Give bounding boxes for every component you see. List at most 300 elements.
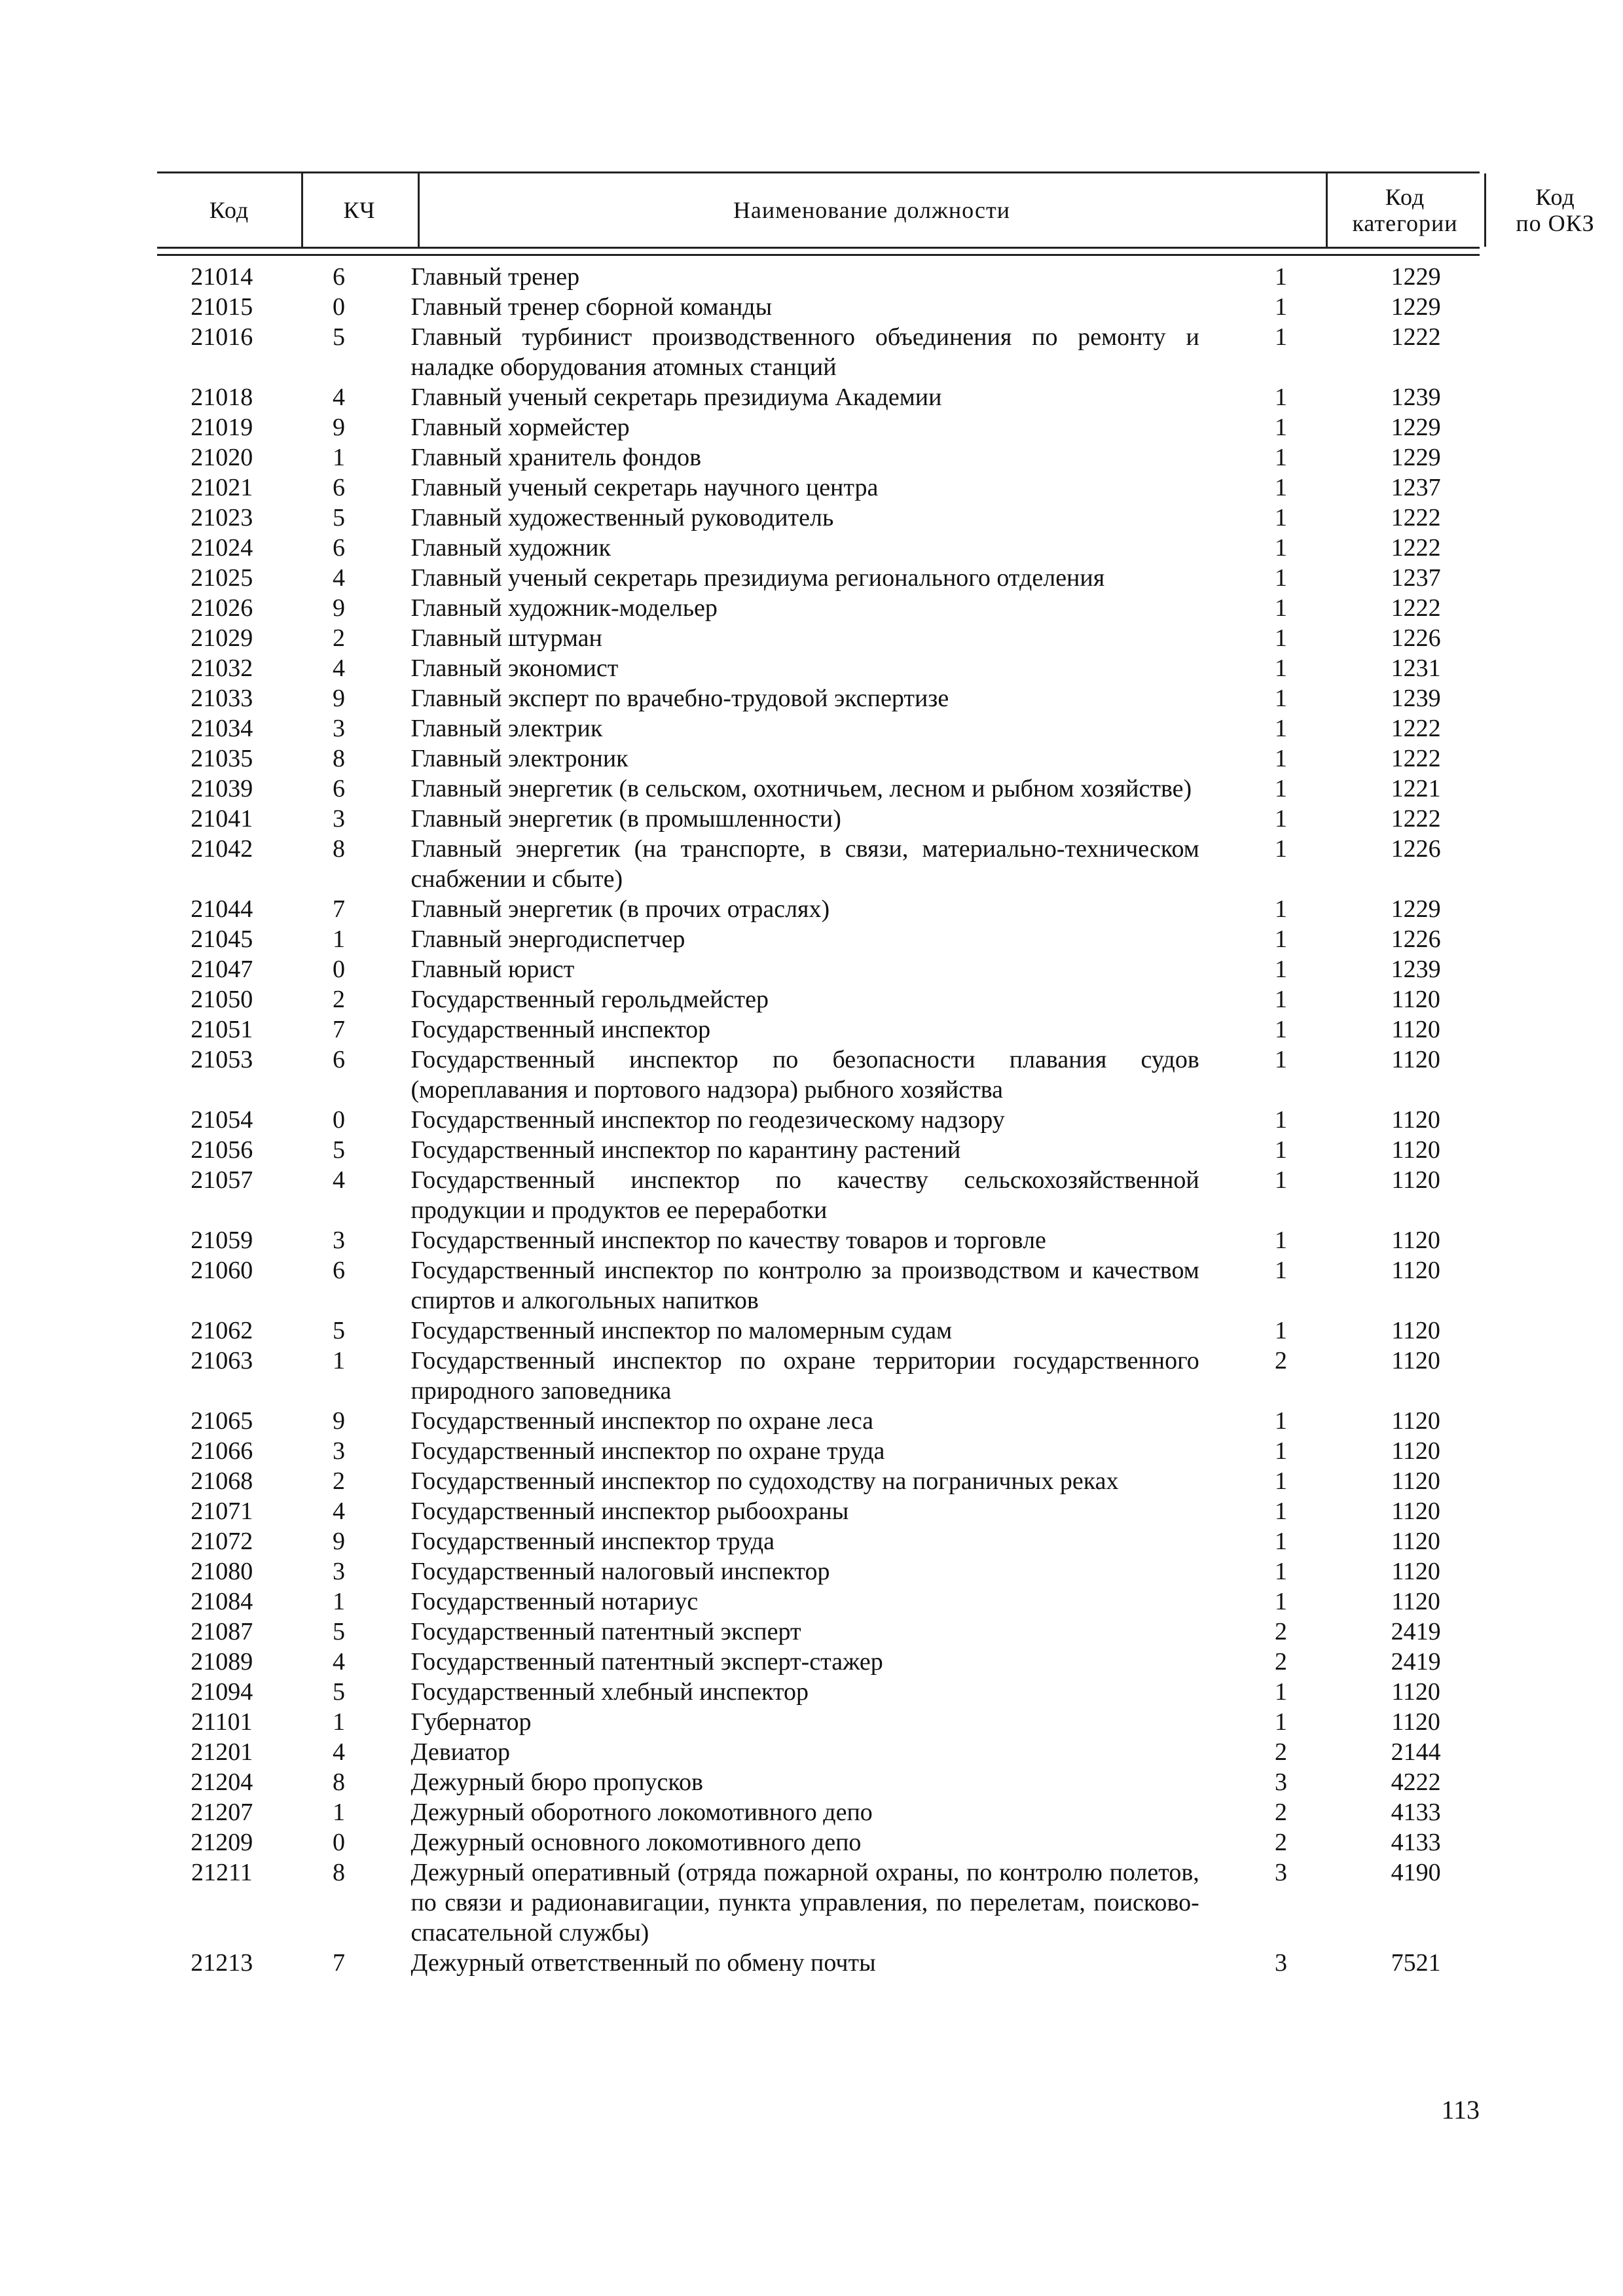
row-okz-code: 1229 xyxy=(1391,263,1441,291)
row-category: 2 xyxy=(1274,1618,1287,1645)
row-category: 1 xyxy=(1274,504,1287,531)
row-position-name: Государственный инспектор по маломерным судам xyxy=(410,1317,953,1344)
row-okz-code: 1120 xyxy=(1391,1678,1440,1706)
row-kch: 6 xyxy=(333,474,345,501)
table-row xyxy=(157,1737,1480,1767)
row-position-name: Главный энергетик (на транспорте, в связи, материально-техническом снабжении и сбыте) xyxy=(410,835,1199,893)
row-position-name: Государственный герольдмейстер xyxy=(410,986,769,1013)
row-position-name: Государственный инспектор по качеству сельскохозяйственной продукции и продуктов ее переработки xyxy=(410,1166,1199,1224)
row-position-name: Государственный инспектор по охране леса xyxy=(410,1407,874,1435)
table-row xyxy=(157,1827,1480,1857)
row-code: 21071 xyxy=(191,1498,253,1525)
row-code: 21057 xyxy=(191,1166,253,1194)
row-okz-code: 1222 xyxy=(1391,504,1441,531)
row-okz-code: 1120 xyxy=(1391,1106,1440,1134)
row-okz-code: 1120 xyxy=(1391,1558,1440,1585)
row-position-name: Государственный инспектор рыбоохраны xyxy=(410,1498,849,1525)
row-code: 21054 xyxy=(191,1106,253,1134)
table-row xyxy=(157,1526,1480,1556)
row-okz-code: 1239 xyxy=(1391,384,1441,411)
row-category: 1 xyxy=(1274,1016,1287,1043)
row-okz-code: 1226 xyxy=(1391,624,1441,652)
row-category: 1 xyxy=(1274,655,1287,682)
table-row xyxy=(157,262,1480,292)
row-category: 1 xyxy=(1274,323,1287,351)
row-kch: 4 xyxy=(333,655,345,682)
row-okz-code: 1120 xyxy=(1391,1166,1440,1194)
row-position-name: Государственный патентный эксперт xyxy=(410,1618,801,1645)
row-category: 1 xyxy=(1274,805,1287,833)
row-position-name: Государственный налоговый инспектор xyxy=(410,1558,830,1585)
row-position-name: Государственный хлебный инспектор xyxy=(410,1678,809,1706)
row-code: 21050 xyxy=(191,986,253,1013)
row-category: 1 xyxy=(1274,293,1287,321)
row-kch: 5 xyxy=(333,1317,345,1344)
row-okz-code: 4133 xyxy=(1391,1829,1441,1856)
row-code: 21211 xyxy=(191,1859,253,1886)
table-row xyxy=(157,593,1480,623)
row-position-name: Главный ученый секретарь президиума регионального отделения xyxy=(410,564,1105,592)
table-row xyxy=(157,442,1480,473)
row-okz-code: 1229 xyxy=(1391,293,1441,321)
row-okz-code: 1222 xyxy=(1391,534,1441,562)
row-category: 1 xyxy=(1274,1046,1287,1073)
row-okz-code: 1120 xyxy=(1391,1498,1440,1525)
table-row xyxy=(157,713,1480,744)
row-code: 21094 xyxy=(191,1678,253,1706)
row-code: 21051 xyxy=(191,1016,253,1043)
table-row xyxy=(157,1406,1480,1436)
page-number: 113 xyxy=(1441,2095,1480,2125)
row-kch: 7 xyxy=(333,1949,345,1977)
row-okz-code: 1120 xyxy=(1391,1347,1440,1374)
row-kch: 6 xyxy=(333,263,345,291)
row-okz-code: 1231 xyxy=(1391,655,1441,682)
row-position-name: Главный эксперт по врачебно-трудовой экспертизе xyxy=(410,685,949,712)
row-position-name: Государственный инспектор по безопасности плавания судов (мореплавания и портового надзора) рыбного хозяйства xyxy=(410,1046,1199,1103)
row-code: 21084 xyxy=(191,1588,253,1615)
row-okz-code: 2144 xyxy=(1391,1738,1441,1766)
row-code: 21025 xyxy=(191,564,253,592)
table-row xyxy=(157,1255,1480,1316)
table-row xyxy=(157,683,1480,713)
row-okz-code: 1120 xyxy=(1391,1016,1440,1043)
row-category: 1 xyxy=(1274,925,1287,953)
row-okz-code: 1222 xyxy=(1391,745,1441,772)
row-category: 3 xyxy=(1274,1859,1287,1886)
row-position-name: Государственный инспектор по контролю за производством и качеством спиртов и алкогольных напитков xyxy=(410,1257,1199,1314)
table-row xyxy=(157,1225,1480,1255)
table-row xyxy=(157,1045,1480,1105)
row-kch: 8 xyxy=(333,1859,345,1886)
row-category: 1 xyxy=(1274,1407,1287,1435)
row-category: 3 xyxy=(1274,1949,1287,1977)
row-position-name: Дежурный ответственный по обмену почты xyxy=(410,1949,876,1977)
header-name: Наименование должности xyxy=(733,197,1011,223)
row-position-name: Главный художник xyxy=(410,534,611,562)
header-kch: КЧ xyxy=(343,197,376,223)
row-kch: 4 xyxy=(333,1738,345,1766)
row-position-name: Главный энергодиспетчер xyxy=(410,925,685,953)
row-code: 21021 xyxy=(191,474,253,501)
row-position-name: Губернатор xyxy=(410,1708,532,1736)
row-code: 21087 xyxy=(191,1618,253,1645)
row-kch: 3 xyxy=(333,1227,345,1254)
row-kch: 9 xyxy=(333,1407,345,1435)
row-kch: 2 xyxy=(333,986,345,1013)
row-category: 1 xyxy=(1274,624,1287,652)
row-kch: 3 xyxy=(333,715,345,742)
table-row xyxy=(157,1105,1480,1135)
row-okz-code: 1226 xyxy=(1391,925,1441,953)
row-code: 21062 xyxy=(191,1317,253,1344)
row-position-name: Главный электрик xyxy=(410,715,603,742)
row-code: 21035 xyxy=(191,745,253,772)
row-kch: 0 xyxy=(333,1829,345,1856)
header-okz: Код по ОКЗ xyxy=(1516,184,1595,236)
table-row xyxy=(157,894,1480,924)
row-code: 21056 xyxy=(191,1136,253,1164)
row-okz-code: 1237 xyxy=(1391,474,1441,501)
row-category: 1 xyxy=(1274,1257,1287,1284)
row-okz-code: 1120 xyxy=(1391,1467,1440,1495)
row-category: 1 xyxy=(1274,1528,1287,1555)
row-kch: 4 xyxy=(333,564,345,592)
row-okz-code: 1229 xyxy=(1391,414,1441,441)
row-okz-code: 1120 xyxy=(1391,1437,1440,1465)
row-position-name: Дежурный оборотного локомотивного депо xyxy=(410,1799,873,1826)
row-position-name: Государственный инспектор по охране территории государственного природного заповедника xyxy=(410,1347,1199,1405)
row-okz-code: 4190 xyxy=(1391,1859,1441,1886)
row-kch: 1 xyxy=(333,1799,345,1826)
row-okz-code: 1120 xyxy=(1391,1046,1440,1073)
row-position-name: Дежурный оперативный (отряда пожарной охраны, по контролю полетов, по связи и радионавигации, пункта управления, по перелетам, поисково-спасательной службы) xyxy=(410,1859,1199,1946)
table-row xyxy=(157,834,1480,894)
row-code: 21024 xyxy=(191,534,253,562)
table-row xyxy=(157,954,1480,984)
table-row xyxy=(157,382,1480,412)
row-okz-code: 1120 xyxy=(1391,1257,1440,1284)
row-kch: 5 xyxy=(333,1678,345,1706)
row-okz-code: 1120 xyxy=(1391,1588,1440,1615)
row-position-name: Главный ученый секретарь президиума Академии xyxy=(410,384,942,411)
row-category: 1 xyxy=(1274,835,1287,863)
row-category: 1 xyxy=(1274,384,1287,411)
row-kch: 6 xyxy=(333,534,345,562)
row-position-name: Государственный инспектор по карантину растений xyxy=(410,1136,961,1164)
row-kch: 3 xyxy=(333,1437,345,1465)
row-position-name: Главный ученый секретарь научного центра xyxy=(410,474,879,501)
row-okz-code: 1222 xyxy=(1391,805,1441,833)
row-code: 21072 xyxy=(191,1528,253,1555)
table-body xyxy=(157,262,1480,1978)
row-position-name: Государственный инспектор xyxy=(410,1016,711,1043)
row-code: 21034 xyxy=(191,715,253,742)
table-row xyxy=(157,1647,1480,1677)
row-category: 1 xyxy=(1274,414,1287,441)
row-okz-code: 1120 xyxy=(1391,1528,1440,1555)
row-code: 21029 xyxy=(191,624,253,652)
row-code: 21039 xyxy=(191,775,253,802)
row-category: 1 xyxy=(1274,1136,1287,1164)
table-row xyxy=(157,1857,1480,1948)
row-okz-code: 1222 xyxy=(1391,594,1441,622)
row-okz-code: 1120 xyxy=(1391,1317,1440,1344)
row-kch: 8 xyxy=(333,835,345,863)
row-position-name: Главный энергетик (в прочих отраслях) xyxy=(410,895,830,923)
row-okz-code: 1237 xyxy=(1391,564,1441,592)
row-position-name: Государственный инспектор по геодезическому надзору xyxy=(410,1106,1005,1134)
table-row xyxy=(157,1617,1480,1647)
table-row xyxy=(157,924,1480,954)
row-category: 1 xyxy=(1274,685,1287,712)
row-position-name: Дежурный бюро пропусков xyxy=(410,1768,703,1796)
row-position-name: Государственный патентный эксперт-стажер xyxy=(410,1648,883,1676)
row-code: 21020 xyxy=(191,444,253,471)
table-row xyxy=(157,503,1480,533)
header-category: Код категории xyxy=(1352,184,1458,236)
row-category: 1 xyxy=(1274,745,1287,772)
row-kch: 9 xyxy=(333,1528,345,1555)
row-code: 21065 xyxy=(191,1407,253,1435)
row-kch: 5 xyxy=(333,1136,345,1164)
table-row xyxy=(157,1707,1480,1737)
table-row xyxy=(157,1556,1480,1587)
row-okz-code: 1229 xyxy=(1391,895,1441,923)
row-category: 1 xyxy=(1274,1498,1287,1525)
table-row xyxy=(157,804,1480,834)
row-kch: 3 xyxy=(333,805,345,833)
row-kch: 6 xyxy=(333,775,345,802)
row-category: 1 xyxy=(1274,1437,1287,1465)
row-code: 21063 xyxy=(191,1347,253,1374)
table-row xyxy=(157,1677,1480,1707)
row-category: 1 xyxy=(1274,444,1287,471)
row-kch: 9 xyxy=(333,685,345,712)
row-kch: 0 xyxy=(333,956,345,983)
row-kch: 5 xyxy=(333,323,345,351)
row-category: 1 xyxy=(1274,263,1287,291)
table-row xyxy=(157,1346,1480,1406)
row-kch: 2 xyxy=(333,624,345,652)
row-position-name: Государственный инспектор по охране труда xyxy=(410,1437,885,1465)
row-kch: 7 xyxy=(333,1016,345,1043)
row-code: 21059 xyxy=(191,1227,253,1254)
row-kch: 5 xyxy=(333,504,345,531)
row-position-name: Главный штурман xyxy=(410,624,602,652)
row-code: 21060 xyxy=(191,1257,253,1284)
row-kch: 9 xyxy=(333,414,345,441)
row-code: 21066 xyxy=(191,1437,253,1465)
table-row xyxy=(157,322,1480,382)
row-kch: 4 xyxy=(333,1166,345,1194)
header-code: Код xyxy=(209,197,249,223)
row-code: 21016 xyxy=(191,323,253,351)
row-kch: 0 xyxy=(333,1106,345,1134)
row-code: 21015 xyxy=(191,293,253,321)
row-position-name: Главный юрист xyxy=(410,956,575,983)
row-category: 1 xyxy=(1274,895,1287,923)
row-category: 1 xyxy=(1274,1227,1287,1254)
header-double-rule xyxy=(157,254,1480,256)
table-row xyxy=(157,1587,1480,1617)
table-row xyxy=(157,1135,1480,1165)
row-category: 1 xyxy=(1274,1678,1287,1706)
row-position-name: Главный художник-модельер xyxy=(410,594,718,622)
row-kch: 1 xyxy=(333,925,345,953)
row-category: 1 xyxy=(1274,715,1287,742)
row-code: 21213 xyxy=(191,1949,253,1977)
row-code: 21047 xyxy=(191,956,253,983)
row-category: 1 xyxy=(1274,956,1287,983)
row-category: 1 xyxy=(1274,1166,1287,1194)
row-code: 21014 xyxy=(191,263,253,291)
table-row xyxy=(157,984,1480,1014)
row-position-name: Главный тренер xyxy=(410,263,580,291)
row-category: 2 xyxy=(1274,1347,1287,1374)
row-category: 1 xyxy=(1274,775,1287,802)
row-category: 3 xyxy=(1274,1768,1287,1796)
row-position-name: Главный хранитель фондов xyxy=(410,444,702,471)
row-kch: 4 xyxy=(333,384,345,411)
row-code: 21032 xyxy=(191,655,253,682)
row-category: 1 xyxy=(1274,986,1287,1013)
row-category: 1 xyxy=(1274,594,1287,622)
row-category: 1 xyxy=(1274,1317,1287,1344)
row-kch: 5 xyxy=(333,1618,345,1645)
row-position-name: Главный энергетик (в сельском, охотничьем, лесном и рыбном хозяйстве) xyxy=(410,775,1192,802)
row-okz-code: 2419 xyxy=(1391,1648,1441,1676)
row-kch: 4 xyxy=(333,1498,345,1525)
row-position-name: Дежурный основного локомотивного депо xyxy=(410,1829,862,1856)
row-kch: 1 xyxy=(333,1588,345,1615)
row-category: 1 xyxy=(1274,564,1287,592)
table-row xyxy=(157,473,1480,503)
row-category: 1 xyxy=(1274,534,1287,562)
row-code: 21209 xyxy=(191,1829,253,1856)
table-row xyxy=(157,653,1480,683)
row-kch: 0 xyxy=(333,293,345,321)
row-okz-code: 2419 xyxy=(1391,1618,1441,1645)
row-category: 2 xyxy=(1274,1648,1287,1676)
row-okz-code: 4222 xyxy=(1391,1768,1441,1796)
row-position-name: Государственный инспектор по качеству товаров и торговле xyxy=(410,1227,1046,1254)
row-code: 21080 xyxy=(191,1558,253,1585)
table-row xyxy=(157,563,1480,593)
table-row xyxy=(157,1436,1480,1466)
row-code: 21019 xyxy=(191,414,253,441)
row-okz-code: 1120 xyxy=(1391,1227,1440,1254)
row-code: 21023 xyxy=(191,504,253,531)
row-category: 1 xyxy=(1274,1558,1287,1585)
row-category: 2 xyxy=(1274,1829,1287,1856)
row-code: 21089 xyxy=(191,1648,253,1676)
row-kch: 1 xyxy=(333,1708,345,1736)
row-kch: 3 xyxy=(333,1558,345,1585)
table-header xyxy=(157,171,1595,249)
row-okz-code: 1222 xyxy=(1391,715,1441,742)
row-position-name: Главный экономист xyxy=(410,655,619,682)
row-position-name: Главный художественный руководитель xyxy=(410,504,834,531)
row-okz-code: 1239 xyxy=(1391,956,1441,983)
row-category: 1 xyxy=(1274,474,1287,501)
row-okz-code: 1120 xyxy=(1391,1708,1440,1736)
row-okz-code: 1239 xyxy=(1391,685,1441,712)
row-code: 21201 xyxy=(191,1738,253,1766)
row-okz-code: 7521 xyxy=(1391,1949,1441,1977)
row-okz-code: 1120 xyxy=(1391,1407,1440,1435)
row-kch: 6 xyxy=(333,1257,345,1284)
row-code: 21101 xyxy=(191,1708,253,1736)
table-row xyxy=(157,1165,1480,1225)
row-kch: 4 xyxy=(333,1648,345,1676)
row-okz-code: 1226 xyxy=(1391,835,1441,863)
table-row xyxy=(157,1496,1480,1526)
table-row xyxy=(157,412,1480,442)
row-position-name: Главный турбинист производственного объединения по ремонту и наладке оборудования атомных станций xyxy=(410,323,1199,381)
row-position-name: Главный тренер сборной команды xyxy=(410,293,773,321)
row-position-name: Главный хормейстер xyxy=(410,414,630,441)
row-code: 21204 xyxy=(191,1768,253,1796)
row-kch: 7 xyxy=(333,895,345,923)
row-position-name: Государственный инспектор труда xyxy=(410,1528,775,1555)
table-row xyxy=(157,623,1480,653)
row-code: 21045 xyxy=(191,925,253,953)
table-row xyxy=(157,533,1480,563)
row-category: 1 xyxy=(1274,1588,1287,1615)
table-row xyxy=(157,292,1480,322)
row-okz-code: 1221 xyxy=(1391,775,1441,802)
row-category: 1 xyxy=(1274,1708,1287,1736)
table-row xyxy=(157,774,1480,804)
row-code: 21042 xyxy=(191,835,253,863)
row-kch: 1 xyxy=(333,1347,345,1374)
row-position-name: Главный электроник xyxy=(410,745,629,772)
row-code: 21068 xyxy=(191,1467,253,1495)
row-code: 21033 xyxy=(191,685,253,712)
table-row xyxy=(157,744,1480,774)
row-code: 21053 xyxy=(191,1046,253,1073)
row-code: 21026 xyxy=(191,594,253,622)
row-code: 21207 xyxy=(191,1799,253,1826)
table-row xyxy=(157,1014,1480,1045)
row-okz-code: 1120 xyxy=(1391,986,1440,1013)
row-okz-code: 1229 xyxy=(1391,444,1441,471)
row-category: 2 xyxy=(1274,1738,1287,1766)
row-category: 2 xyxy=(1274,1799,1287,1826)
row-position-name: Главный энергетик (в промышленности) xyxy=(410,805,841,833)
row-position-name: Государственный инспектор по судоходству на пограничных реках xyxy=(410,1467,1119,1495)
row-kch: 1 xyxy=(333,444,345,471)
table-row xyxy=(157,1466,1480,1496)
table-row xyxy=(157,1767,1480,1797)
table-row xyxy=(157,1797,1480,1827)
row-okz-code: 1222 xyxy=(1391,323,1441,351)
row-category: 1 xyxy=(1274,1467,1287,1495)
row-code: 21044 xyxy=(191,895,253,923)
row-position-name: Девиатор xyxy=(410,1738,510,1766)
row-okz-code: 4133 xyxy=(1391,1799,1441,1826)
row-kch: 8 xyxy=(333,1768,345,1796)
row-okz-code: 1120 xyxy=(1391,1136,1440,1164)
row-code: 21018 xyxy=(191,384,253,411)
row-code: 21041 xyxy=(191,805,253,833)
table-row xyxy=(157,1316,1480,1346)
table-row xyxy=(157,1948,1480,1978)
row-category: 1 xyxy=(1274,1106,1287,1134)
row-kch: 2 xyxy=(333,1467,345,1495)
row-kch: 6 xyxy=(333,1046,345,1073)
